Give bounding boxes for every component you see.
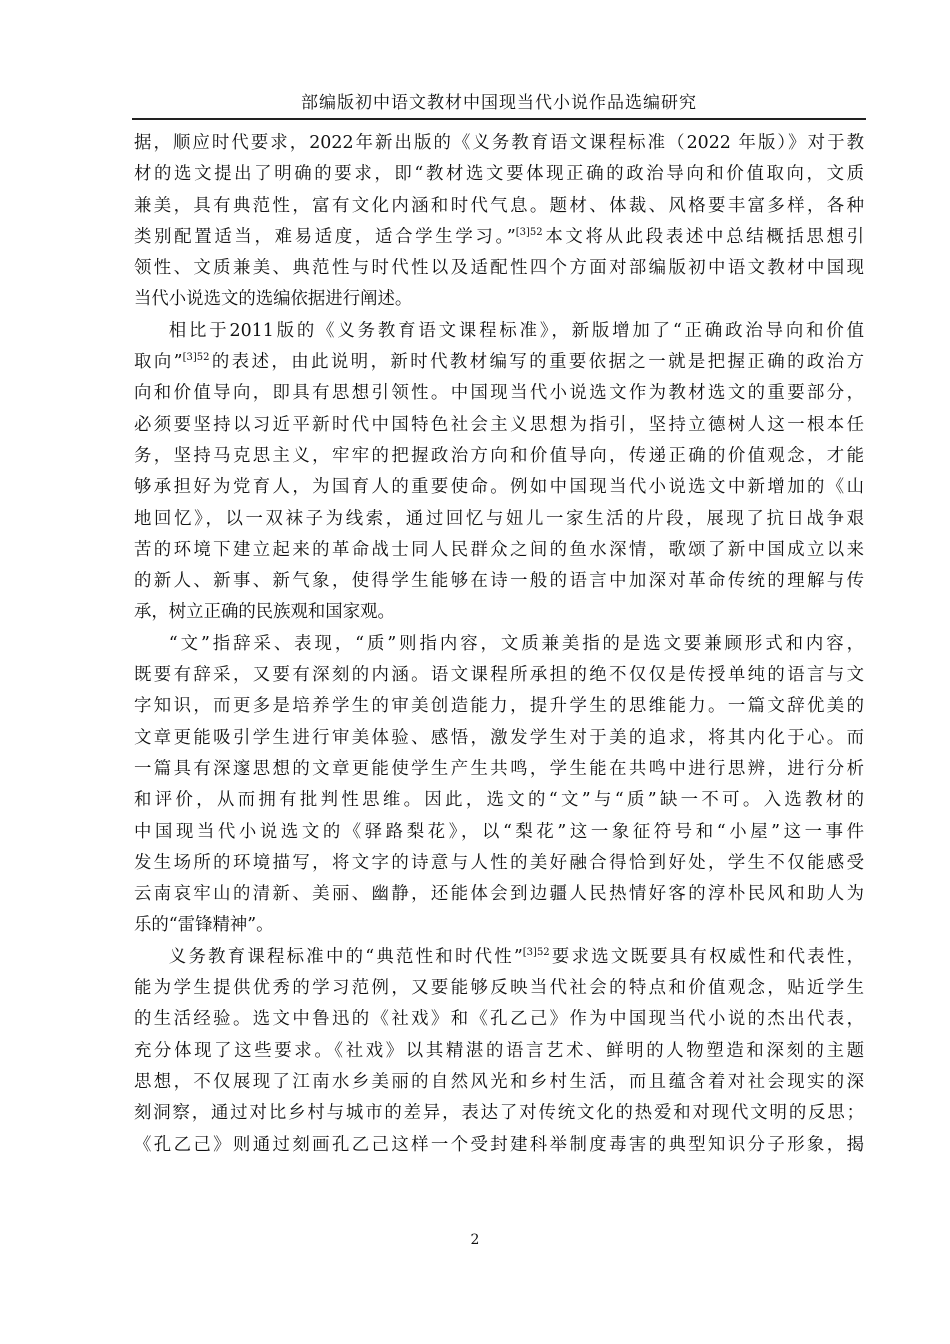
text-line: 的新人、新事、新气象，使得学生能够在诗一般的语言中加深对革命传统的理解与传 — [134, 571, 864, 592]
text-line: 充分体现了这些要求。《社戏》以其精湛的语言艺术、鲜明的人物塑造和深刻的主题 — [134, 1040, 864, 1061]
text-line: 领性、文质兼美、典范性与时代性以及适配性四个方面对部编版初中语文教材中国现 — [134, 258, 864, 279]
text-line: 当代小说选文的选编依据进行阐述。 — [134, 289, 413, 310]
text-segment: 本文将从此段表述中总结概括思想引 — [542, 226, 864, 247]
text-segment: 的表述，由此说明，新时代教材编写的重要依据之一就是把握正确的政治方 — [209, 352, 864, 373]
paragraph-3 — [134, 629, 864, 942]
text-line: 字知识，而更多是培养学生的审美创造能力，提升学生的思维能力。一篇文辞优美的 — [134, 696, 864, 717]
text-segment: 要求选文既要具有权威性和代表性， — [549, 946, 864, 967]
text-line: 兼美，具有典范性，富有文化内涵和时代气息。题材、体裁、风格要丰富多样，各种 — [134, 195, 864, 216]
text-line: 《孔乙己》则通过刻画孔乙己这样一个受封建科举制度毒害的典型知识分子形象，揭 — [134, 1134, 864, 1155]
text-line: 材的选文提出了明确的要求，即“教材选文要体现正确的政治导向和价值取向，文质 — [134, 164, 864, 185]
text-segment: 类别配置适当，难易适度，适合学生学习。” — [134, 226, 516, 247]
citation-marker: [3]52 — [522, 946, 550, 958]
running-header — [132, 90, 866, 120]
page-number: 2 — [470, 1232, 480, 1248]
text-line: 能为学生提供优秀的学习范例，又要能够反映当代社会的特点和价值观念，贴近学生 — [134, 978, 864, 999]
text-line: 乐的“雷锋精神”。 — [134, 915, 274, 936]
text-line: 向和价值导向，即具有思想引领性。中国现当代小说选文作为教材选文的重要部分， — [134, 383, 864, 404]
citation-marker: [3]52 — [182, 352, 210, 364]
text-line: 相比于2011版的《义务教育语文课程标准》，新版增加了“正确政治导向和价值 — [168, 320, 864, 341]
text-line: 中国现当代小说选文的《驿路梨花》，以“梨花”这一象征符号和“小屋”这一事件 — [134, 821, 864, 842]
text-line: 必须要坚持以习近平新时代中国特色社会主义思想为指引，坚持立德树人这一根本任 — [134, 414, 864, 435]
paragraph-1 — [134, 128, 864, 316]
text-line: 和评价，从而拥有批判性思维。因此，选文的“文”与“质”缺一不可。入选教材的 — [134, 790, 864, 811]
text-line: 的生活经验。选文中鲁迅的《社戏》和《孔乙己》作为中国现当代小说的杰出代表， — [134, 1009, 864, 1030]
text-line: 发生场所的环境描写，将文字的诗意与人性的美好融合得恰到好处，学生不仅能感受 — [134, 852, 864, 873]
citation-marker: [3]52 — [515, 227, 543, 239]
text-line: 一篇具有深邃思想的文章更能使学生产生共鸣，学生能在共鸣中进行思辨，进行分析 — [134, 758, 864, 779]
text-segment: 取向” — [134, 352, 183, 373]
text-line: 务，坚持马克思主义，牢牢的把握政治方向和价值导向，传递正确的价值观念，才能 — [134, 445, 864, 466]
text-line-with-citation — [134, 942, 864, 973]
text-segment: 义务教育课程标准中的“典范性和时代性” — [168, 946, 523, 967]
paragraph-4 — [134, 942, 864, 1161]
text-line: 刻洞察，通过对比乡村与城市的差异，表达了对传统文化的热爱和对现代文明的反思； — [134, 1103, 864, 1124]
text-line: 够承担好为党育人，为国育人的重要使命。例如中国现当代小说选文中新增加的《山 — [134, 477, 864, 498]
text-line-with-citation — [134, 222, 864, 253]
body-text — [134, 128, 864, 1161]
text-line: “文”指辞采、表现，“质”则指内容，文质兼美指的是选文要兼顾形式和内容， — [168, 633, 864, 654]
text-line: 地回忆》，以一双袜子为线索，通过回忆与妞儿一家生活的片段，展现了抗日战争艰 — [134, 508, 864, 529]
text-line-with-citation — [134, 347, 864, 378]
running-header-title: 部编版初中语文教材中国现当代小说作品选编研究 — [301, 93, 697, 113]
text-line: 云南哀牢山的清新、美丽、幽静，还能体会到边疆人民热情好客的淳朴民风和助人为 — [134, 884, 864, 905]
paragraph-2 — [134, 316, 864, 629]
text-line: 文章更能吸引学生进行审美体验、感悟，激发学生对于美的追求，将其内化于心。而 — [134, 727, 864, 748]
text-line: 承，树立正确的民族观和国家观。 — [134, 602, 395, 623]
text-line: 据，顺应时代要求，2022年新出版的《义务教育语文课程标准（2022 年版）》对于教 — [134, 133, 864, 153]
text-line: 苦的环境下建立起来的革命战士同人民群众之间的鱼水深情，歌颂了新中国成立以来 — [134, 539, 864, 560]
text-line: 既要有辞采，又要有深刻的内涵。语文课程所承担的绝不仅仅是传授单纯的语言与文 — [134, 665, 864, 686]
text-line: 思想，不仅展现了江南水乡美丽的自然风光和乡村生活，而且蕴含着对社会现实的深 — [134, 1071, 864, 1092]
